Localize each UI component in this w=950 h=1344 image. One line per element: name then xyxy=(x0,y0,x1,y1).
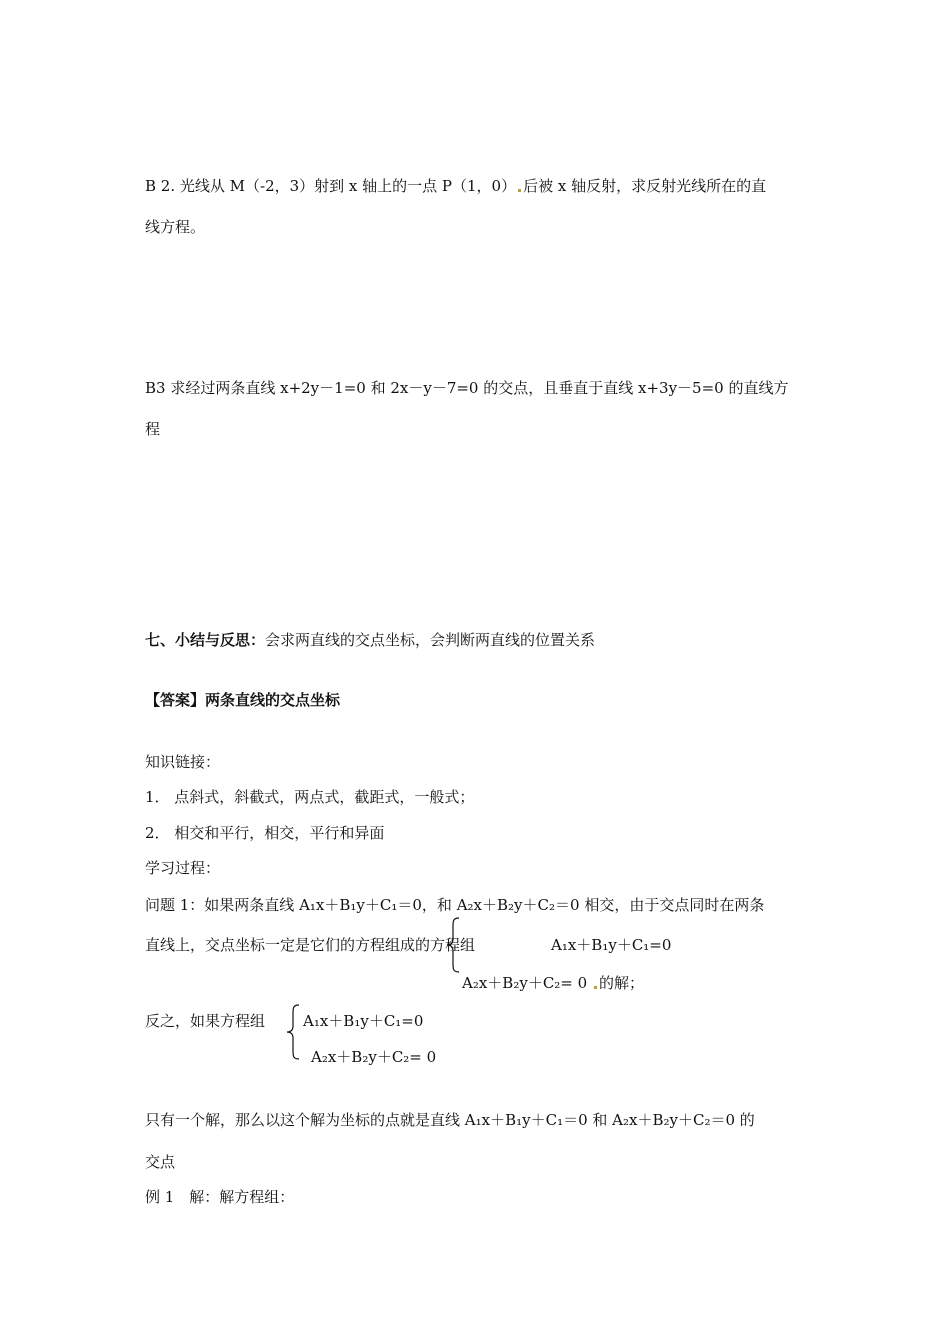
system1-equation-2: A₂x＋B₂y＋C₂= 0 xyxy=(462,974,588,992)
problem-b2-text-part1: B 2. 光线从 M（-2，3）射到 x 轴上的一点 P（1，0） xyxy=(145,177,517,195)
answer-heading xyxy=(145,690,340,710)
process-heading: 学习过程： xyxy=(145,859,221,877)
answer-bracket-label: 【答案】 xyxy=(145,691,206,709)
problem-b2-line2: 线方程。 xyxy=(145,218,206,236)
knowledge-item-2: 2． 相交和平行，相交，平行和异面 xyxy=(145,824,385,842)
system1-equation-2-line xyxy=(462,973,644,993)
answer-title: 两条直线的交点坐标 xyxy=(205,691,341,709)
system2-equation-1: A₁x＋B₁y＋C₁=0 xyxy=(303,1012,424,1030)
marker-dot xyxy=(594,986,597,989)
converse-prefix: 反之，如果方程组 xyxy=(145,1012,266,1030)
system-brace-1 xyxy=(446,917,462,973)
system1-equation-1: A₁x＋B₁y＋C₁=0 xyxy=(551,936,672,954)
summary-text: 会求两直线的交点坐标，会判断两直线的位置关系 xyxy=(265,631,596,649)
knowledge-item-1: 1． 点斜式，斜截式，两点式，截距式，一般式； xyxy=(145,788,475,806)
system2-equation-2: A₂x＋B₂y＋C₂= 0 xyxy=(311,1048,437,1066)
system1-solution-suffix: 的解； xyxy=(598,974,644,992)
problem-b2-text-part2: 后被 x 轴反射，求反射光线所在的直 xyxy=(523,177,767,195)
summary-label: 七、小结与反思 xyxy=(145,631,251,649)
unique-solution-line1: 只有一个解，那么以这个解为坐标的点就是直线 A₁x＋B₁y＋C₁＝0 和 A₂x＋B₂y＋C₂＝0 的 xyxy=(145,1111,755,1129)
problem-b3-line1: B3 求经过两条直线 x+2y－1=0 和 2x－y－7=0 的交点，且垂直于直线 x+3y－5=0 的直线方 xyxy=(145,379,789,397)
marker-dot xyxy=(518,189,521,192)
question1-line2: 直线上，交点坐标一定是它们的方程组成的方程组 xyxy=(145,936,476,954)
problem-b2-line1 xyxy=(145,176,766,196)
knowledge-heading: 知识链接： xyxy=(145,753,221,771)
summary-colon: ： xyxy=(250,631,266,649)
system-brace-2 xyxy=(286,1004,302,1060)
summary-line xyxy=(145,630,595,650)
unique-solution-line2: 交点 xyxy=(145,1153,176,1171)
question1-line1: 问题 1：如果两条直线 A₁x＋B₁y＋C₁＝0，和 A₂x＋B₂y＋C₂＝0 相交，由于交点同时在两条 xyxy=(145,896,765,914)
example1-line: 例 1 解：解方程组： xyxy=(145,1188,295,1206)
problem-b3-line2: 程 xyxy=(145,420,161,438)
